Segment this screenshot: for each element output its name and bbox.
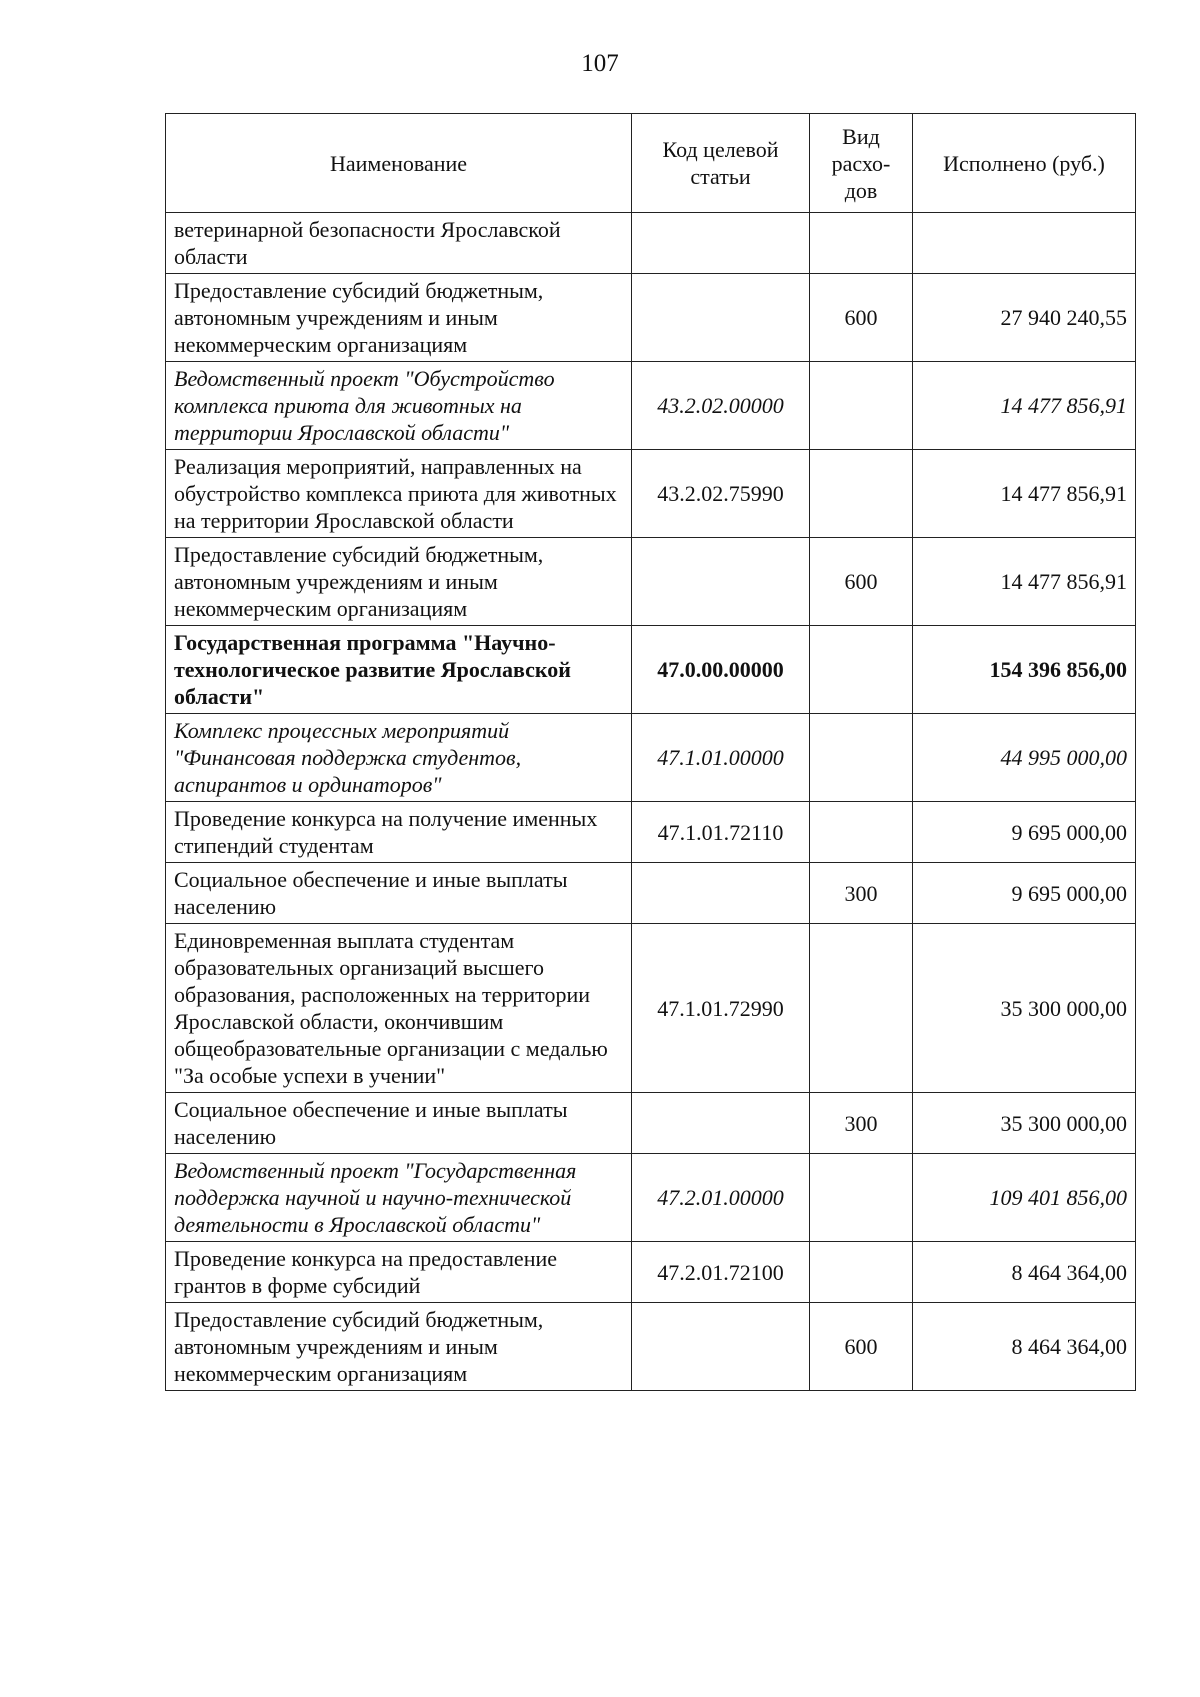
cell-kind — [810, 213, 913, 274]
cell-kind — [810, 626, 913, 714]
table-header-row — [166, 114, 1136, 213]
cell-kind: 600 — [810, 1303, 913, 1391]
table-row — [166, 626, 1136, 714]
cell-code — [632, 538, 810, 626]
cell-code: 47.1.01.00000 — [632, 714, 810, 802]
cell-kind — [810, 362, 913, 450]
cell-kind — [810, 450, 913, 538]
table-row — [166, 213, 1136, 274]
cell-code: 43.2.02.75990 — [632, 450, 810, 538]
cell-name: Проведение конкурса на получение именных стипендий студентам — [166, 802, 632, 863]
cell-amount: 8 464 364,00 — [913, 1303, 1136, 1391]
table-row — [166, 802, 1136, 863]
cell-name: Реализация мероприятий, направленных на обустройство комплекса приюта для животных на территории Ярославской области — [166, 450, 632, 538]
cell-name: Социальное обеспечение и иные выплаты населению — [166, 1093, 632, 1154]
cell-amount: 44 995 000,00 — [913, 714, 1136, 802]
cell-kind: 300 — [810, 1093, 913, 1154]
cell-name: Ведомственный проект "Обустройство комплекса приюта для животных на территории Ярославской области" — [166, 362, 632, 450]
cell-name: Ведомственный проект "Государственная поддержка научной и научно-технической деятельности в Ярославской области" — [166, 1154, 632, 1242]
cell-name: Предоставление субсидий бюджетным, автономным учреждениям и иным некоммерческим организациям — [166, 274, 632, 362]
cell-kind: 600 — [810, 538, 913, 626]
cell-name: ветеринарной безопасности Ярославской области — [166, 213, 632, 274]
cell-amount: 14 477 856,91 — [913, 450, 1136, 538]
table-row — [166, 1242, 1136, 1303]
cell-kind — [810, 802, 913, 863]
cell-amount: 35 300 000,00 — [913, 924, 1136, 1093]
table-row — [166, 1303, 1136, 1391]
table-row — [166, 538, 1136, 626]
page-number: 107 — [581, 50, 619, 77]
cell-kind — [810, 1242, 913, 1303]
table-row — [166, 863, 1136, 924]
table-row — [166, 1093, 1136, 1154]
cell-amount: 154 396 856,00 — [913, 626, 1136, 714]
table-row — [166, 274, 1136, 362]
table-row — [166, 924, 1136, 1093]
cell-amount: 9 695 000,00 — [913, 863, 1136, 924]
cell-code — [632, 274, 810, 362]
cell-name: Предоставление субсидий бюджетным, автономным учреждениям и иным некоммерческим организациям — [166, 538, 632, 626]
cell-name: Государственная программа "Научно-технологическое развитие Ярославской области" — [166, 626, 632, 714]
cell-code: 47.1.01.72110 — [632, 802, 810, 863]
cell-code — [632, 1093, 810, 1154]
cell-name: Проведение конкурса на предоставление грантов в форме субсидий — [166, 1242, 632, 1303]
header-name: Наименование — [166, 114, 632, 213]
cell-amount: 9 695 000,00 — [913, 802, 1136, 863]
cell-code: 47.1.01.72990 — [632, 924, 810, 1093]
header-amount: Исполнено (руб.) — [913, 114, 1136, 213]
table-row — [166, 1154, 1136, 1242]
cell-amount: 35 300 000,00 — [913, 1093, 1136, 1154]
table-row — [166, 714, 1136, 802]
cell-kind — [810, 714, 913, 802]
cell-code — [632, 213, 810, 274]
cell-name: Социальное обеспечение и иные выплаты населению — [166, 863, 632, 924]
header-code: Код целевой статьи — [632, 114, 810, 213]
cell-kind — [810, 1154, 913, 1242]
cell-code: 47.2.01.72100 — [632, 1242, 810, 1303]
cell-name: Предоставление субсидий бюджетным, автономным учреждениям и иным некоммерческим организациям — [166, 1303, 632, 1391]
budget-execution-table — [165, 113, 1136, 1391]
header-kind: Вид расхо-дов — [810, 114, 913, 213]
cell-amount: 8 464 364,00 — [913, 1242, 1136, 1303]
cell-amount: 27 940 240,55 — [913, 274, 1136, 362]
cell-code: 47.0.00.00000 — [632, 626, 810, 714]
cell-amount — [913, 213, 1136, 274]
cell-amount: 14 477 856,91 — [913, 362, 1136, 450]
cell-kind: 600 — [810, 274, 913, 362]
cell-amount: 14 477 856,91 — [913, 538, 1136, 626]
cell-code — [632, 863, 810, 924]
cell-name: Единовременная выплата студентам образовательных организаций высшего образования, расположенных на территории Ярославской области, окончившим общеобразовательные организации с медалью "За особые успехи в учении" — [166, 924, 632, 1093]
cell-kind — [810, 924, 913, 1093]
cell-code: 47.2.01.00000 — [632, 1154, 810, 1242]
cell-kind: 300 — [810, 863, 913, 924]
cell-amount: 109 401 856,00 — [913, 1154, 1136, 1242]
cell-name: Комплекс процессных мероприятий "Финансовая поддержка студентов, аспирантов и ординаторов" — [166, 714, 632, 802]
table-row — [166, 450, 1136, 538]
cell-code: 43.2.02.00000 — [632, 362, 810, 450]
cell-code — [632, 1303, 810, 1391]
table-row — [166, 362, 1136, 450]
